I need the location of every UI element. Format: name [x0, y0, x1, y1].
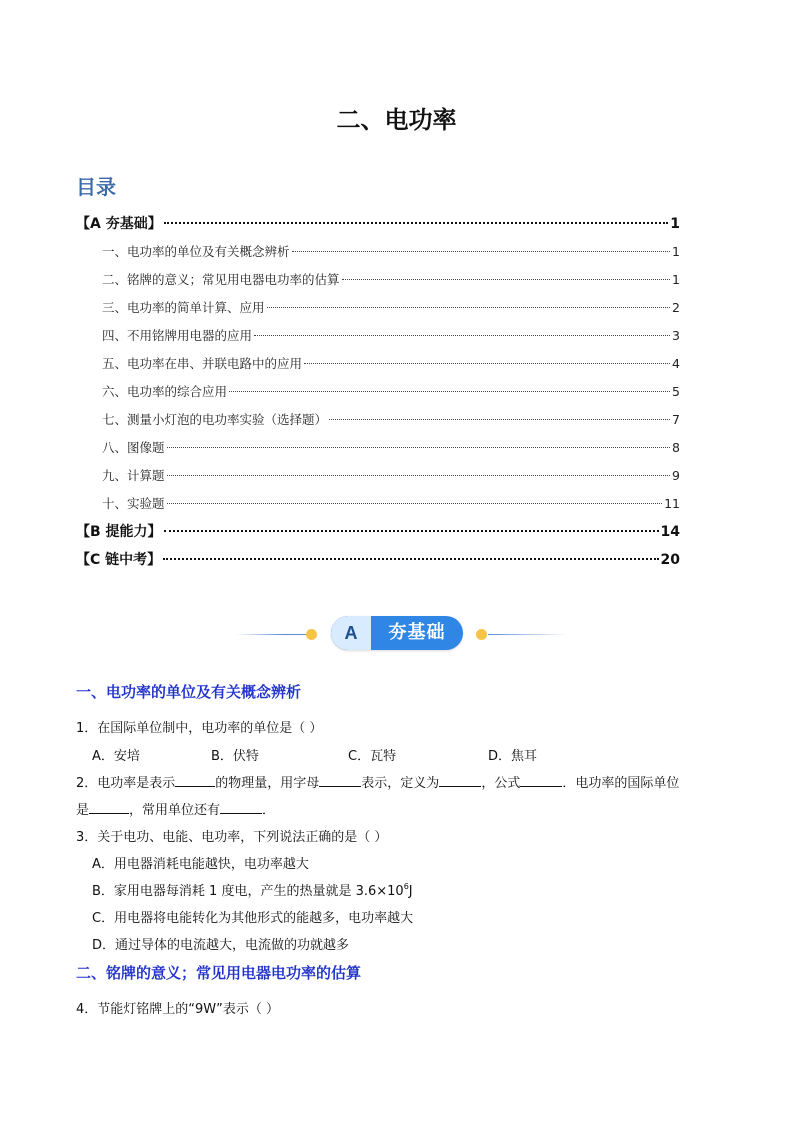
- question-2-text: 是: [76, 803, 90, 818]
- toc-item[interactable]: [76, 378, 680, 406]
- question-2-text: ．电功率的国际单位: [562, 776, 680, 791]
- question-4-stem: 4．节能灯铭牌上的“9W”表示（ ）: [76, 1002, 279, 1017]
- toc-item[interactable]: [76, 546, 680, 574]
- question-3-option-d: D．通过导体的电流越大，电流做的功就越多: [92, 938, 350, 953]
- toc-item-page: 1: [670, 216, 680, 232]
- toc-leader: [254, 335, 670, 336]
- toc-leader: [304, 363, 670, 364]
- question-1-option-d: D．焦耳: [488, 749, 538, 764]
- toc-leader: [167, 503, 663, 504]
- toc-item[interactable]: [76, 294, 680, 322]
- question-2-text: 2．电功率是表示: [76, 776, 176, 791]
- toc-item-label: 一、电功率的单位及有关概念辨析: [102, 244, 290, 259]
- toc-item-label: 二、铭牌的意义；常见用电器电功率的估算: [102, 272, 340, 287]
- toc-item-label: 六、电功率的综合应用: [102, 384, 228, 399]
- toc-item[interactable]: [76, 518, 680, 546]
- toc-item-page: 4: [672, 356, 680, 371]
- toc-leader: [164, 530, 659, 532]
- toc-item-label: 【A 夯基础】: [76, 216, 162, 232]
- toc-item[interactable]: [76, 462, 680, 490]
- toc-item[interactable]: [76, 322, 680, 350]
- toc-leader: [329, 419, 670, 420]
- question-2-text: 的物理量，用字母: [215, 776, 320, 791]
- question-1-option-a: A．安培: [92, 749, 140, 764]
- toc-leader: [167, 447, 671, 448]
- question-2-text: ．: [262, 803, 276, 818]
- toc-leader: [292, 251, 671, 252]
- toc-item-label: 九、计算题: [102, 468, 165, 483]
- toc-item-page: 14: [660, 524, 680, 540]
- toc-leader: [164, 222, 669, 224]
- question-1-option-c: C．瓦特: [348, 749, 397, 764]
- answer-blank[interactable]: [319, 785, 361, 787]
- section-banner: [228, 606, 568, 660]
- toc-leader: [342, 279, 671, 280]
- toc-item-label: 【C 链中考】: [76, 552, 162, 568]
- toc-item-page: 20: [660, 552, 680, 568]
- page-title: 二、电功率: [336, 106, 457, 134]
- toc-item-page: 8: [672, 440, 680, 455]
- toc-heading: 目录: [76, 175, 116, 199]
- answer-blank[interactable]: [175, 785, 215, 787]
- toc-leader: [229, 391, 670, 392]
- question-3-option-c: C．用电器将电能转化为其他形式的能越多，电功率越大: [92, 911, 414, 926]
- question-2-text: ，常用单位还有: [129, 803, 221, 818]
- question-3-stem: 3．关于电功、电能、电功率，下列说法正确的是（ ）: [76, 830, 388, 845]
- toc-item-page: 2: [672, 300, 680, 315]
- question-2-text: 表示，定义为: [361, 776, 440, 791]
- banner-dot-left: [306, 629, 317, 640]
- toc-item-page: 1: [672, 272, 680, 287]
- toc-item[interactable]: [76, 350, 680, 378]
- toc-item-label: 【B 提能力】: [76, 524, 162, 540]
- banner-letter: A: [331, 616, 371, 650]
- question-1-stem: 1．在国际单位制中，电功率的单位是（ ）: [76, 721, 323, 736]
- question-3-option-b-text: B．家用电器每消耗 1 度电，产生的热量就是 3.6×10: [92, 884, 404, 899]
- answer-blank[interactable]: [439, 785, 481, 787]
- toc-item-label: 八、图像题: [102, 440, 165, 455]
- banner-pill: [331, 616, 463, 650]
- answer-blank[interactable]: [520, 785, 562, 787]
- toc-item[interactable]: [76, 434, 680, 462]
- toc-item-label: 十、实验题: [102, 496, 165, 511]
- question-2-line-2: [76, 799, 275, 818]
- toc-leader: [163, 558, 658, 560]
- question-3-option-b: [92, 880, 413, 899]
- banner-line-right: [488, 634, 568, 635]
- toc-item-label: 七、测量小灯泡的电功率实验（选择题）: [102, 412, 328, 427]
- question-1-option-b: B．伏特: [211, 749, 259, 764]
- answer-blank[interactable]: [89, 812, 129, 814]
- toc-item-page: 5: [672, 384, 680, 399]
- toc-item-page: 3: [672, 328, 680, 343]
- toc-item[interactable]: [76, 238, 680, 266]
- table-of-contents: [76, 210, 680, 574]
- question-2-line-1: [76, 772, 679, 791]
- banner-text: 夯基础: [388, 622, 446, 643]
- toc-item-page: 7: [672, 412, 680, 427]
- toc-leader: [167, 475, 671, 476]
- toc-item-page: 11: [664, 496, 680, 511]
- toc-item[interactable]: [76, 210, 680, 238]
- toc-item-page: 1: [672, 244, 680, 259]
- toc-leader: [267, 307, 671, 308]
- question-2-text: ，公式: [481, 776, 521, 791]
- section-heading-1: 一、电功率的单位及有关概念辨析: [76, 683, 302, 701]
- toc-item[interactable]: [76, 406, 680, 434]
- question-3-option-a: A．用电器消耗电能越快，电功率越大: [92, 857, 309, 872]
- answer-blank[interactable]: [220, 812, 262, 814]
- section-heading-2: 二、铭牌的意义；常见用电器电功率的估算: [76, 964, 362, 982]
- toc-item-label: 五、电功率在串、并联电路中的应用: [102, 356, 303, 371]
- toc-item-label: 四、不用铭牌用电器的应用: [102, 328, 253, 343]
- toc-item-page: 9: [672, 468, 680, 483]
- banner-dot-right: [476, 629, 487, 640]
- toc-item-label: 三、电功率的简单计算、应用: [102, 300, 265, 315]
- toc-item[interactable]: [76, 266, 680, 294]
- banner-line-left: [236, 634, 316, 635]
- exponent: 6: [403, 882, 409, 891]
- unit: J: [408, 884, 413, 899]
- toc-item[interactable]: [76, 490, 680, 518]
